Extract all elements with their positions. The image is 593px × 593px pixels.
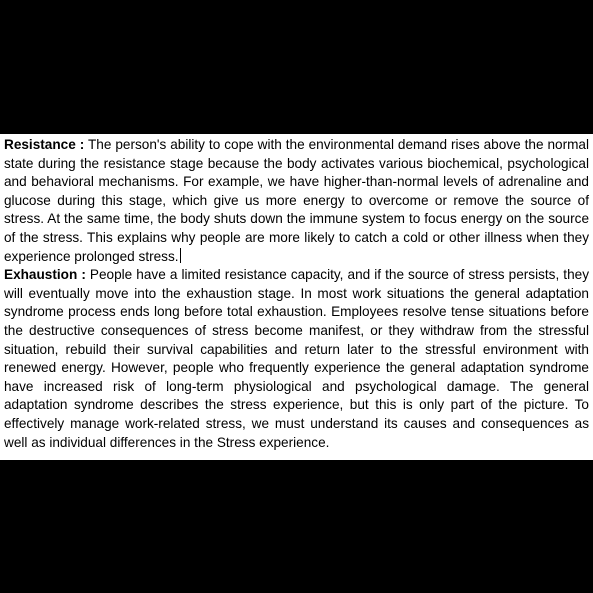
paragraph-resistance [4,136,589,266]
paragraph-exhaustion [4,266,589,452]
paragraph-exhaustion-text: People have a limited resistance capacity, and if the source of stress persists, they will eventually move into the exhaustion stage. In most work situations the general adaptation syndrome process ends long before total exhaustion. Employees resolve tense situations before the destructive consequences of stress become manifest, or they withdraw from the stressful situation, rebuild their survival capabilities and return later to the stressful environment with renewed energy. However, people who frequently experience the general adaptation syndrome have increased risk of long-term physiological and psychological damage. The general adaptation syndrome describes the stress experience, but this is only part of the picture. To effectively manage work-related stress, we must understand its causes and consequences as well as individual differences in the Stress experience. [4,267,589,450]
text-cursor [180,248,181,263]
document-text-block[interactable] [0,134,593,460]
term-exhaustion: Exhaustion : [4,267,86,283]
term-resistance: Resistance : [4,137,85,152]
paragraph-resistance-text: The person's ability to cope with the environmental demand rises above the normal state during the resistance stage because the body activates various biochemical, psychological and behavioral mechanisms. For example, we have higher-than-normal levels of adrenaline and glucose during this stage, which give us more energy to overcome or remove the source of stress. At the same time, the body shuts down the immune system to focus energy on the source of the stress. This explains why people are more likely to catch a cold or other illness when they experience prolonged stress. [4,137,589,264]
